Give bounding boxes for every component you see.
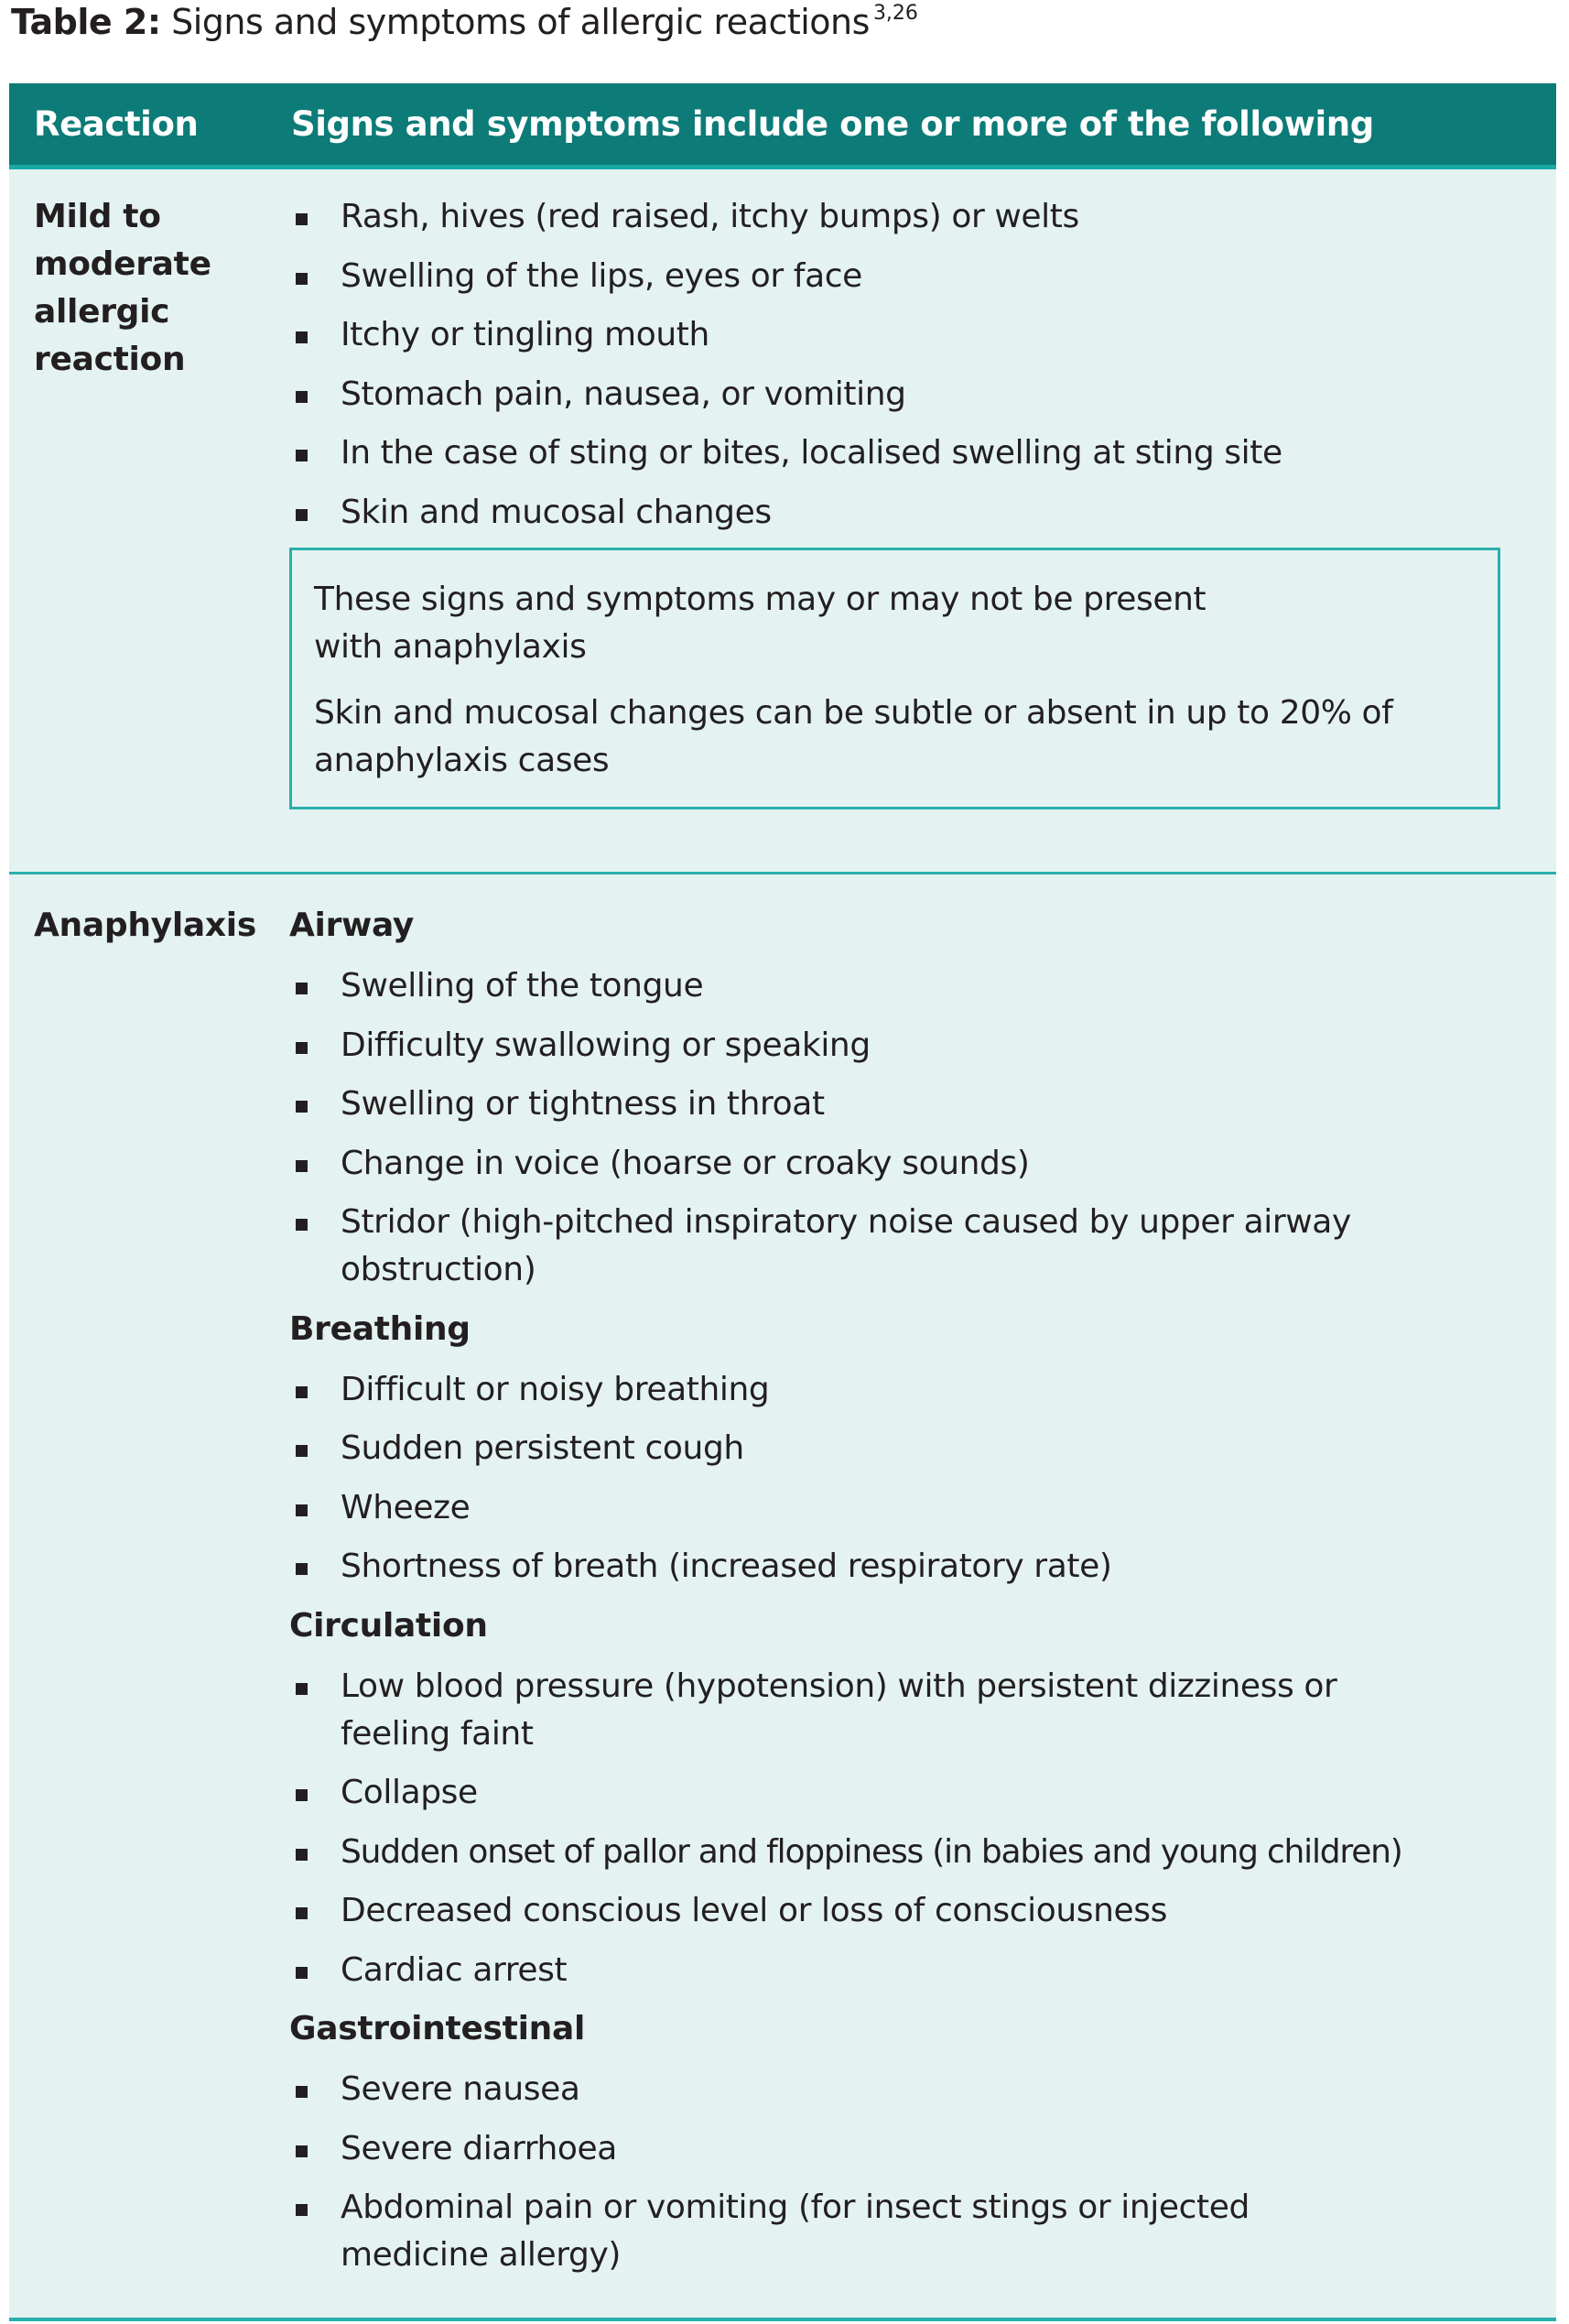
list-item: Difficult or noisy breathing [291,1366,1556,1414]
callout-text: These signs and symptoms may or may not be present with anaphylaxis [314,581,1207,666]
list-item: Collapse [291,1769,1556,1817]
symptom-list [291,193,1556,537]
list-item: In the case of sting or bites, localised swelling at sting site [291,429,1556,477]
table-caption: Signs and symptoms of allergic reactions [160,2,870,42]
table-row-anaphylaxis [9,874,1556,2321]
list-item: Sudden persistent cough [291,1425,1556,1472]
square-bullet-icon [296,1563,308,1575]
square-bullet-icon [296,1504,308,1516]
square-bullet-icon [296,213,308,225]
list-item: Low blood pressure (hypotension) with persistent dizziness or feeling faint [291,1663,1556,1758]
reference-superscript: 3,26 [872,2,918,25]
square-bullet-icon [296,1219,308,1231]
square-bullet-icon [296,1683,308,1695]
table-number: Table 2: [11,2,161,42]
square-bullet-icon [296,1967,308,1979]
list-item: Decreased conscious level or loss of consciousness [291,1887,1556,1935]
list-item: Difficulty swallowing or speaking [291,1022,1556,1070]
allergic-reactions-table [9,83,1556,2321]
list-item: Wheeze [291,1484,1556,1532]
square-bullet-icon [296,1445,308,1457]
list-item: Shortness of breath (increased respiratory rate) [291,1543,1556,1591]
symptom-list [291,1663,1556,1994]
list-item: Itchy or tingling mouth [291,311,1556,359]
square-bullet-icon [296,983,308,994]
category-circulation [291,1602,1556,1994]
symptom-list [291,962,1556,1294]
list-item: Skin and mucosal changes [291,489,1556,537]
symptom-list [291,2066,1556,2279]
square-bullet-icon [296,450,308,462]
category-gastrointestinal [291,2005,1556,2279]
callout-text: Skin and mucosal changes can be subtle or absent in up to 20% of anaphylaxis cases [314,694,1393,779]
list-item: Severe diarrhoea [291,2125,1556,2173]
list-item: Change in voice (hoarse or croaky sounds) [291,1140,1556,1188]
table-title [11,0,918,44]
category-heading: Gastrointestinal [289,2010,585,2047]
note-callout-box [289,548,1500,809]
signs-list-cell [291,902,1556,2318]
list-item: Swelling of the tongue [291,962,1556,1010]
category-heading: Circulation [289,1606,488,1645]
square-bullet-icon [296,509,308,521]
table-header [9,83,1556,169]
square-bullet-icon [296,1042,308,1054]
square-bullet-icon [296,1849,308,1861]
list-item: Stridor (high-pitched inspiratory noise caused by upper airway obstruction) [291,1199,1556,1294]
category-heading: Breathing [289,1309,471,1348]
square-bullet-icon [296,331,308,343]
table-row-mild-moderate [9,169,1556,874]
square-bullet-icon [296,2145,308,2157]
reaction-label: Mild to moderate allergic reaction [34,198,211,378]
square-bullet-icon [296,1386,308,1398]
category-breathing [291,1306,1556,1591]
list-item: Abdominal pain or vomiting (for insect stings or injected medicine allergy) [291,2184,1556,2279]
square-bullet-icon [296,1907,308,1919]
list-item: Swelling or tightness in throat [291,1081,1556,1128]
list-item: Severe nausea [291,2066,1556,2113]
list-item: Swelling of the lips, eyes or face [291,253,1556,300]
category-airway [291,902,1556,1294]
list-item: Rash, hives (red raised, itchy bumps) or welts [291,193,1556,241]
list-item: Sudden onset of pallor and floppiness (in babies and young children) [291,1829,1556,1876]
square-bullet-icon [296,391,308,403]
square-bullet-icon [296,1789,308,1801]
square-bullet-icon [296,1160,308,1172]
header-reaction: Reaction [34,104,199,144]
list-item: Stomach pain, nausea, or vomiting [291,371,1556,418]
reaction-label: Anaphylaxis [34,907,256,944]
square-bullet-icon [296,1101,308,1113]
square-bullet-icon [296,273,308,285]
square-bullet-icon [296,2204,308,2216]
header-signs-symptoms: Signs and symptoms include one or more of the following [291,104,1374,144]
signs-list-cell [291,193,1556,872]
list-item: Cardiac arrest [291,1947,1556,1994]
square-bullet-icon [296,2086,308,2098]
symptom-list [291,1366,1556,1591]
category-heading: Airway [289,907,415,944]
